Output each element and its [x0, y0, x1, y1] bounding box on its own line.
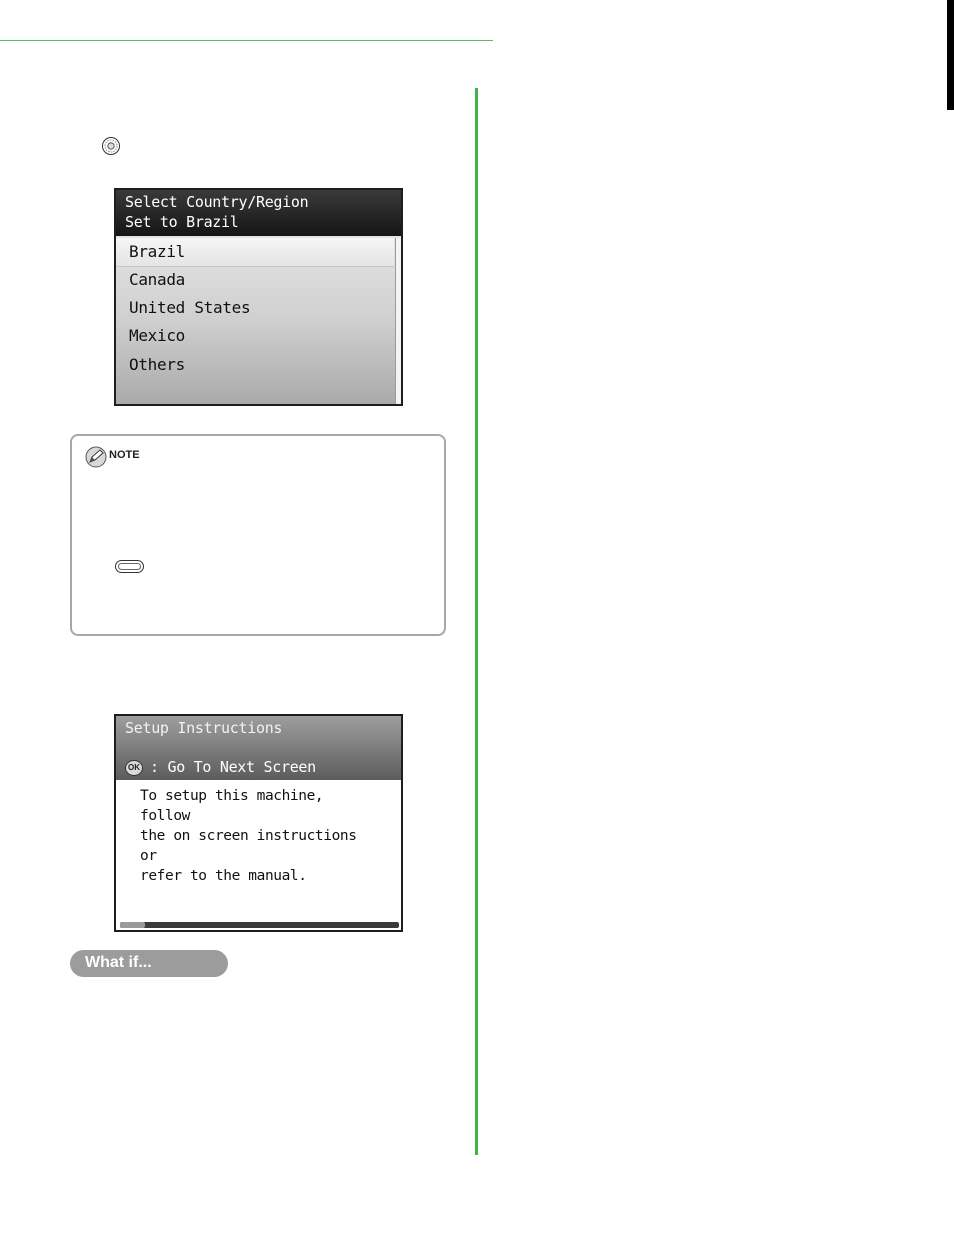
setup-instructions-screen: [114, 714, 403, 932]
screen-subtitle: Set to Brazil: [125, 213, 239, 231]
pencil-note-icon: [85, 446, 107, 468]
screen-header: [116, 716, 401, 780]
ok-button-icon: OK: [125, 760, 143, 776]
next-screen-hint: : Go To Next Screen: [150, 758, 316, 776]
top-divider: [0, 40, 493, 41]
list-item-united-states[interactable]: United States: [129, 298, 251, 317]
dial-icon: [101, 136, 121, 156]
what-if-heading: What if...: [70, 950, 228, 977]
progress-bar: [120, 922, 399, 928]
screen-title: Setup Instructions: [125, 719, 283, 737]
progress-fill: [120, 922, 145, 928]
column-divider: [475, 88, 478, 1155]
rounded-key-icon: [115, 560, 144, 573]
instruction-text: To setup this machine, follow the on screen instructions or refer to the manual.: [140, 788, 357, 884]
screen-header: [116, 190, 401, 236]
country-select-screen: [114, 188, 403, 406]
list-item-canada[interactable]: Canada: [129, 270, 185, 289]
note-box: [70, 434, 446, 636]
list-item-brazil[interactable]: Brazil: [116, 238, 394, 267]
list-item-others[interactable]: Others: [129, 355, 185, 374]
page-edge-tab: [947, 0, 954, 110]
note-label: NOTE: [109, 449, 140, 461]
list-item-mexico[interactable]: Mexico: [129, 326, 185, 345]
scrollbar[interactable]: [395, 238, 402, 404]
screen-title: Select Country/Region: [125, 193, 309, 211]
